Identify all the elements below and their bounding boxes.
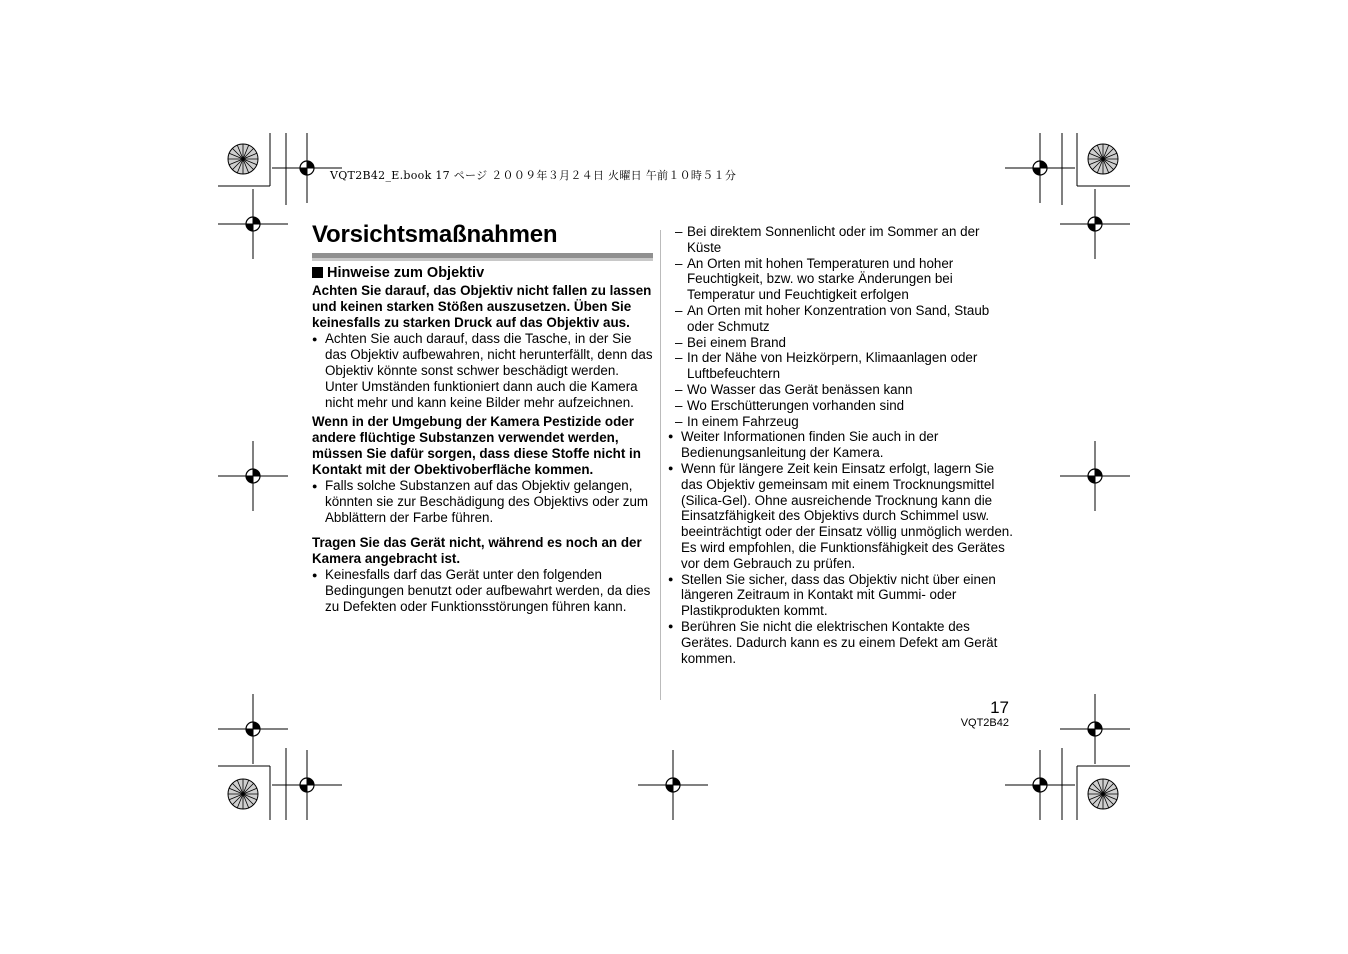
section-heading-text: Hinweise zum Objektiv bbox=[327, 265, 485, 281]
right-column bbox=[668, 224, 1013, 666]
dash-item: – Bei direktem Sonnenlicht oder im Sommer an der Küste bbox=[668, 224, 1013, 256]
bullet-item-3: ● Keinesfalls darf das Gerät unter den folgenden Bedingungen benutzt oder aufbewahrt werden, da dies zu Defekten oder Funktionsstörungen führen kann. bbox=[312, 567, 654, 615]
dash-item: – In der Nähe von Heizkörpern, Klimaanlagen oder Luftbefeuchtern bbox=[668, 350, 1013, 382]
bullet-item: ● Stellen Sie sicher, dass das Objektiv nicht über einen längeren Zeitraum in Kontakt mit Gummi- oder Plastikprodukten kommt. bbox=[668, 572, 1013, 619]
title-underline bbox=[312, 253, 653, 261]
dash-item: – In einem Fahrzeug bbox=[668, 414, 1013, 430]
dash-item: – Wo Erschütterungen vorhanden sind bbox=[668, 398, 1013, 414]
page-title: Vorsichtsmaßnahmen bbox=[312, 221, 558, 248]
dash-item: – An Orten mit hoher Konzentration von Sand, Staub oder Schmutz bbox=[668, 303, 1013, 335]
column-divider bbox=[660, 230, 661, 700]
page-number: 17 bbox=[990, 698, 1009, 717]
document-code: VQT2B42 bbox=[960, 717, 1009, 729]
print-file-header: VQT2B42_E.book 17 ページ ２００９年３月２４日 火曜日 午前１０時５１分 bbox=[330, 169, 737, 182]
dash-item: – Bei einem Brand bbox=[668, 335, 1013, 351]
left-column bbox=[312, 265, 654, 615]
bullet-item: ● Weiter Informationen finden Sie auch in der Bedienungsanleitung der Kamera. bbox=[668, 429, 1013, 461]
bullet-item: ● Berühren Sie nicht die elektrischen Kontakte des Gerätes. Dadurch kann es zu einem Defekt am Gerät kommen. bbox=[668, 619, 1013, 666]
dash-item: – An Orten mit hohen Temperaturen und hoher Feuchtigkeit, bzw. wo starke Änderungen bei Temperatur und Feuchtigkeit erfolgen bbox=[668, 256, 1013, 303]
bullet-item: ● Wenn für längere Zeit kein Einsatz erfolgt, lagern Sie das Objektiv gemeinsam mit einem Trocknungsmittel (Silica-Gel). Ohne ausreichende Trocknung kann die Einsatzfähigkeit des Objektivs durch Schimmel usw. beeinträchtigt oder der Einsatz völlig unmöglich werden. Es wird empfohlen, die Funktionsfähigkeit des Gerätes vor dem Gebrauch zu prüfen. bbox=[668, 461, 1013, 572]
section-heading bbox=[312, 265, 654, 281]
bold-paragraph-1: Achten Sie darauf, das Objektiv nicht fallen zu lassen und keinen starken Stößen auszusetzen. Üben Sie keinesfalls zu starken Druck auf das Objektiv aus. bbox=[312, 283, 652, 330]
bullet-item-1: ● Achten Sie auch darauf, dass die Tasche, in der Sie das Objektiv aufbewahren, nicht herunterfällt, denn das Objektiv könnte sonst schwer beschädigt werden. Unter Umständen funktioniert dann auch die Kamera nicht mehr und kann keine Bilder mehr aufzeichnen. bbox=[312, 331, 654, 411]
square-bullet-icon bbox=[312, 267, 323, 278]
dash-item: – Wo Wasser das Gerät benässen kann bbox=[668, 382, 1013, 398]
bold-paragraph-2: Wenn in der Umgebung der Kamera Pestizide oder andere flüchtige Substanzen verwendet werden, müssen Sie dafür sorgen, dass diese Stoffe nicht in Kontakt mit der Obektivoberfläche kommen. bbox=[312, 414, 641, 477]
bold-paragraph-3: Tragen Sie das Gerät nicht, während es noch an der Kamera angebracht ist. bbox=[312, 535, 642, 566]
bullet-item-2: ● Falls solche Substanzen auf das Objektiv gelangen, könnten sie zur Beschädigung des Objektivs oder zum Abblättern der Farbe führen. bbox=[312, 478, 654, 526]
